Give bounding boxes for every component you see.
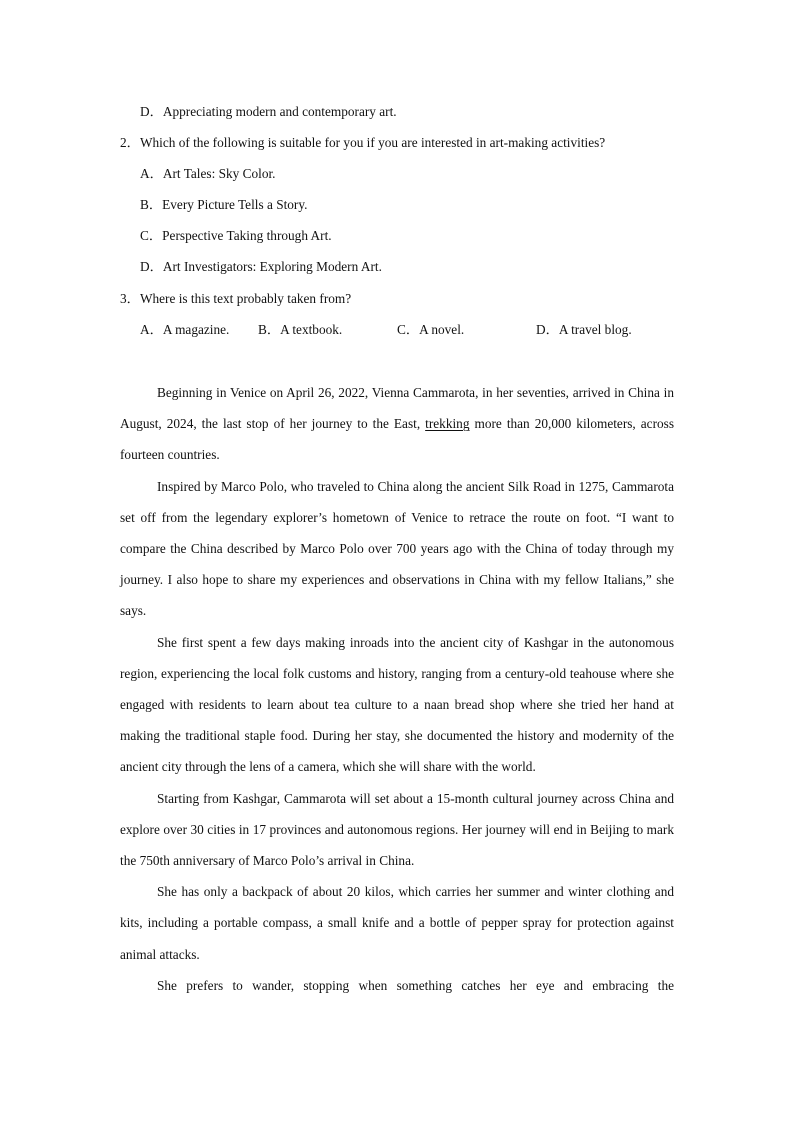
q3-option-a: A．A magazine.	[140, 322, 230, 337]
q1-option-d: D．Appreciating modern and contemporary art.	[140, 104, 397, 119]
q2-option-a: A．Art Tales: Sky Color.	[140, 166, 276, 181]
passage-paragraph-6: She prefers to wander, stopping when something catches her eye and embracing the	[157, 977, 674, 993]
q2-stem: 2．Which of the following is suitable for you if you are interested in art-making activities?	[120, 135, 606, 150]
passage-paragraph-3: She first spent a few days making inroads into the ancient city of Kashgar in the autonomous region, experiencing the local folk customs and history, ranging from a century-old teahouse where she engaged with residents to learn about tea culture to a naan bread shop where she tried her hand at making the traditional staple food. During her stay, she documented the history and modernity of the ancient city through the lens of a camera, which she will share with the world.	[120, 634, 674, 775]
underlined-word: trekking	[425, 416, 470, 432]
q2-option-b: B．Every Picture Tells a Story.	[140, 197, 308, 212]
p1-text-after: more than 20,000 kilometers, across fourteen countries.	[120, 416, 674, 463]
q3-option-d: D．A travel blog.	[536, 322, 632, 337]
q2-option-d: D．Art Investigators: Exploring Modern Art.	[140, 259, 382, 274]
q3-stem: 3．Where is this text probably taken from?	[120, 291, 352, 306]
p1-text-before: Beginning in Venice on April 26, 2022, Vienna Cammarota, in her seventies, arrived in China in August, 2024, the last stop of her journey to the East,	[120, 385, 674, 432]
passage-paragraph-4: Starting from Kashgar, Cammarota will set about a 15-month cultural journey across China and explore over 30 cities in 17 provinces and autonomous regions. Her journey will end in Beijing to mark the 750th anniversary of Marco Polo’s arrival in China.	[120, 790, 674, 869]
reading-passage	[120, 377, 674, 1001]
q2-option-c: C．Perspective Taking through Art.	[140, 228, 332, 243]
q3-option-b: B．A textbook.	[258, 322, 343, 337]
passage-paragraph-1	[120, 377, 674, 471]
passage-paragraph-5: She has only a backpack of about 20 kilos, which carries her summer and winter clothing and kits, including a portable compass, a small knife and a bottle of pepper spray for protection against animal attacks.	[120, 884, 674, 962]
passage-paragraph-2: Inspired by Marco Polo, who traveled to China along the ancient Silk Road in 1275, Cammarota set off from the legendary explorer’s hometown of Venice to retrace the route on foot. “I want to compare the China described by Marco Polo over 700 years ago with the China of today through my journey. I also hope to share my experiences and observations in China with my fellow Italians,” she says.	[120, 478, 674, 619]
q3-option-c: C．A novel.	[397, 322, 465, 337]
